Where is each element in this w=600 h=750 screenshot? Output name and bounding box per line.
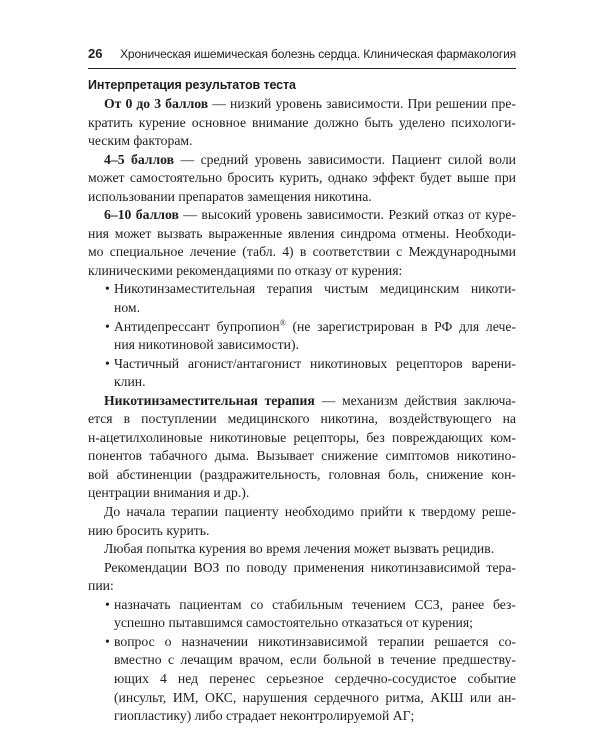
page-number: 26 bbox=[88, 46, 103, 61]
list-item-continuation: вместно с лечащим врачом, если больной в течение предшеству- bbox=[114, 652, 516, 668]
list-item bbox=[88, 596, 516, 615]
paragraph-line bbox=[88, 206, 516, 225]
body-text bbox=[88, 95, 516, 726]
text: — механизм действия заключа- bbox=[314, 392, 516, 408]
bullet-icon: • bbox=[105, 281, 110, 297]
registered-mark: ® bbox=[279, 318, 286, 327]
list-item-continuation: (инсульт, ИМ, ОКС, нарушения сердечного ритма, АКШ или ан- bbox=[114, 689, 516, 705]
list-item bbox=[88, 633, 516, 652]
paragraph-line: ческим факторам. bbox=[88, 133, 193, 149]
list-item-continuation: ния никотиновой зависимости). bbox=[114, 337, 299, 353]
score-range-medium: 4–5 баллов bbox=[104, 151, 175, 167]
paragraph-line: центрации внимания и др.). bbox=[88, 485, 250, 501]
text: — низкий уровень зависимости. При решении пре- bbox=[208, 96, 516, 111]
score-range-high: 6–10 баллов bbox=[104, 207, 179, 223]
paragraph-line: понентов табачного дыма. Вызывает снижение симптомов никотино- bbox=[88, 448, 516, 464]
paragraph-line: До начала терапии пациенту необходимо прийти к твердому реше- bbox=[104, 504, 516, 520]
paragraph-line: нию бросить курить. bbox=[88, 522, 210, 538]
bullet-icon: • bbox=[105, 596, 110, 612]
text: — средний уровень зависимости. Пациент силой воли bbox=[174, 151, 516, 167]
text: назначать пациентам со стабильным течением ССЗ, ранее без- bbox=[114, 596, 516, 612]
text: — высокий уровень зависимости. Резкий отказ от куре- bbox=[178, 207, 516, 223]
bullet-icon: • bbox=[105, 633, 110, 649]
section-heading: Интерпретация результатов теста bbox=[88, 78, 296, 92]
running-title: Хроническая ишемическая болезнь сердца. Клиническая фармакология bbox=[120, 47, 516, 61]
paragraph-line: использовании препаратов замещения никотина. bbox=[88, 188, 372, 204]
paragraph-line: может самостоятельно бросить курить, однако эффект будет выше при bbox=[88, 170, 516, 186]
paragraph-line: Любая попытка курения во время лечения может вызвать рецидив. bbox=[104, 541, 495, 557]
paragraph-line: ется в поступлении медицинского никотина, воздействующего на bbox=[88, 411, 516, 427]
paragraph-line: вой абстиненции (раздражительность, головная боль, снижение кон- bbox=[88, 466, 516, 482]
paragraph-line: н-ацетилхолиновые никотиновые рецепторы, без повреждающих ком- bbox=[88, 429, 516, 445]
list-item bbox=[88, 318, 516, 337]
text: (не зарегистрирован в РФ для лече- bbox=[285, 318, 516, 334]
paragraph-line: ния может вызвать выраженные явления синдрома отмены. Необходи- bbox=[88, 225, 516, 241]
paragraph-line: кратить курение основное внимание должно быть уделено психологи- bbox=[88, 114, 516, 130]
header-rule bbox=[88, 68, 516, 69]
score-range-low: От 0 до 3 баллов bbox=[104, 96, 209, 111]
paragraph-line: пии: bbox=[88, 578, 114, 594]
list-item-continuation: успешно пытавшимся самостоятельно отказаться от курения; bbox=[114, 615, 473, 631]
text: Частичный агонист/антагонист никотиновых рецепторов варени- bbox=[114, 355, 516, 371]
list-item bbox=[88, 355, 516, 374]
paragraph-line bbox=[88, 151, 516, 170]
list-item-continuation: ющих 4 нед перенес серьезное сердечно-сосудистое событие bbox=[114, 670, 516, 686]
term-nrt: Никотинзаместительная терапия bbox=[104, 392, 315, 408]
list-item-continuation: клин. bbox=[114, 374, 146, 390]
list-item-continuation: ном. bbox=[114, 300, 140, 316]
list-item-continuation: гиопластику) либо страдает неконтролируемой АГ; bbox=[114, 708, 415, 724]
paragraph-line bbox=[88, 95, 516, 114]
text: вопрос о назначении никотинзависимой терапии решается со- bbox=[114, 633, 516, 649]
bullet-icon: • bbox=[105, 318, 110, 334]
paragraph-line bbox=[88, 392, 516, 411]
text: Никотинзаместительная терапия чистым медицинским никоти- bbox=[114, 281, 516, 297]
bullet-icon: • bbox=[105, 355, 110, 371]
page-header bbox=[88, 46, 516, 66]
list-item bbox=[88, 280, 516, 299]
paragraph-line: Рекомендации ВОЗ по поводу применения никотинзависимой тера- bbox=[104, 559, 516, 575]
paragraph-line: мо специальное лечение (табл. 4) в соответствии с Международными bbox=[88, 244, 516, 260]
paragraph-line: клиническими рекомендациями по отказу от курения: bbox=[88, 262, 403, 278]
text: Антидепрессант бупропион bbox=[114, 318, 280, 334]
